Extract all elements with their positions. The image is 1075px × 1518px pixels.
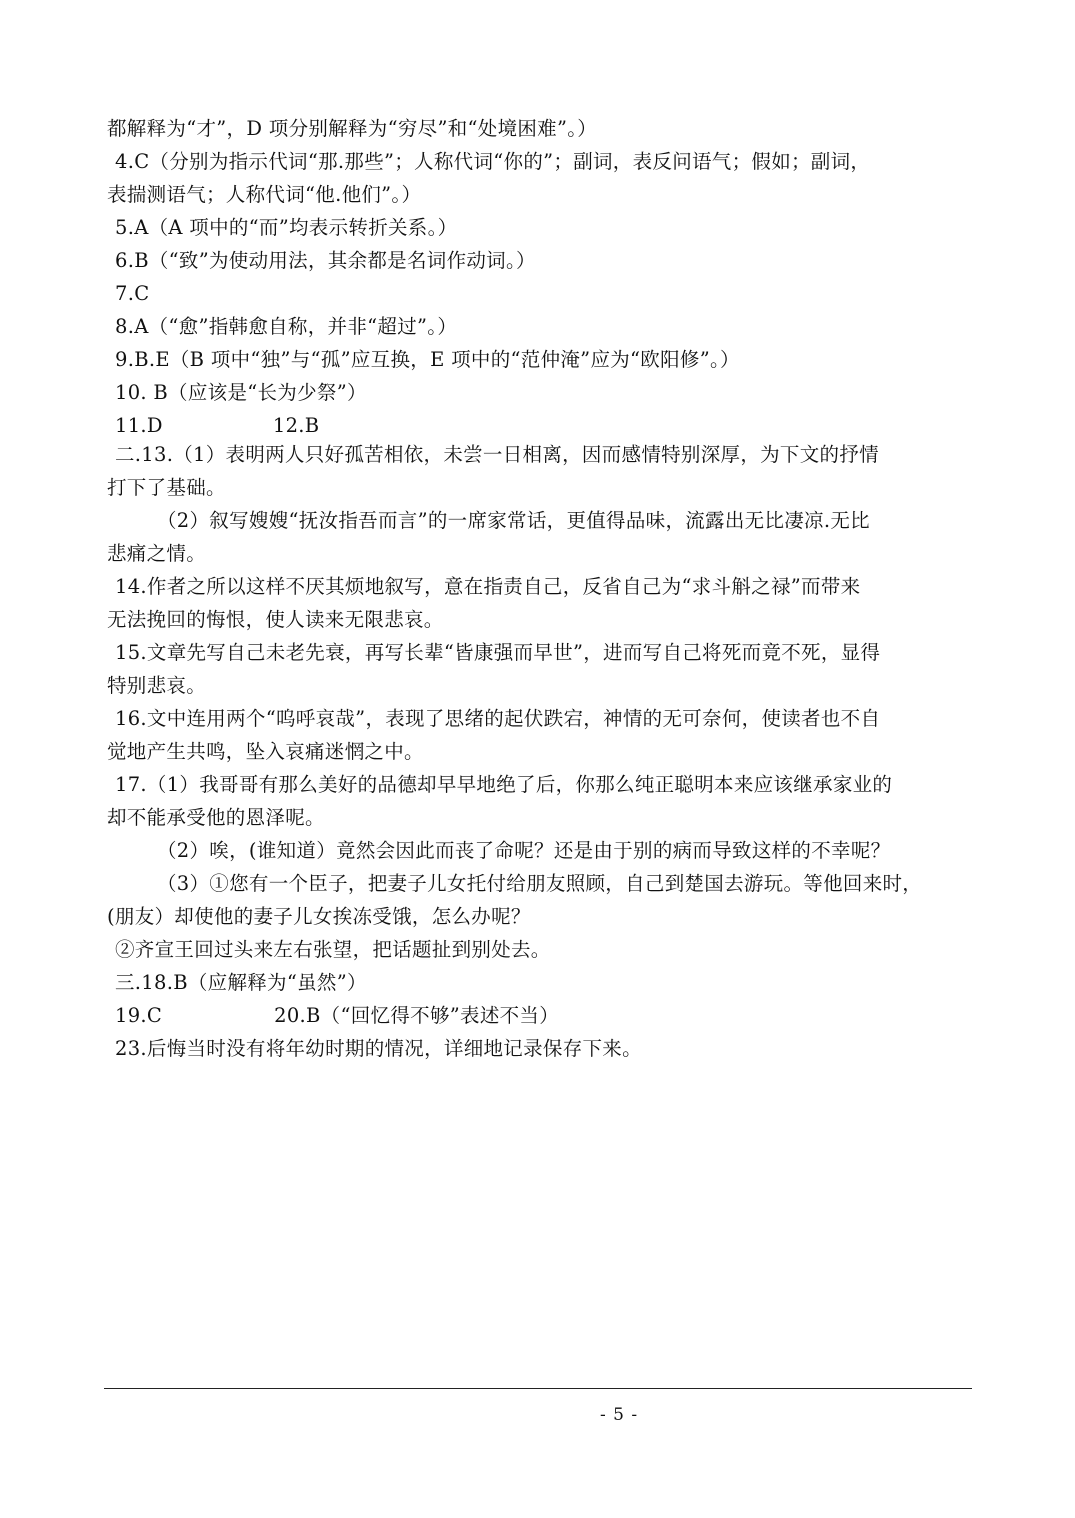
answer-12: 12.B bbox=[272, 414, 320, 437]
answer-17-3: （3）①您有一个臣子，把妻子儿女托付给朋友照顾，自己到楚国去游玩。等他回来时， bbox=[157, 872, 923, 895]
text-line: 特别悲哀。 bbox=[107, 674, 207, 697]
text-line: 却不能承受他的恩泽呢。 bbox=[107, 806, 325, 829]
answer-9: 9.B.E（B 项中“独”与“孤”应互换，E 项中的“范仲淹”应为“欧阳修”。） bbox=[115, 348, 740, 371]
text-line: 表揣测语气；人称代词“他.他们”。） bbox=[107, 183, 422, 206]
text-line: 打下了基础。 bbox=[107, 476, 226, 499]
answer-23: 23.后悔当时没有将年幼时期的情况，详细地记录保存下来。 bbox=[115, 1037, 642, 1060]
answer-13-2: （2）叙写嫂嫂“抚汝指吾而言”的一席家常话，更值得品味，流露出无比凄凉.无比 bbox=[157, 509, 870, 532]
footer-divider bbox=[104, 1388, 972, 1389]
answer-18: 三.18.B（应解释为“虽然”） bbox=[115, 971, 367, 994]
text-line: 觉地产生共鸣，坠入哀痛迷惘之中。 bbox=[107, 740, 424, 763]
text-line: ②齐宣王回过头来左右张望，把话题扯到别处去。 bbox=[115, 938, 551, 961]
answer-15: 15.文章先写自己未老先衰，再写长辈“皆康强而早世”，进而写自己将死而竟不死，显得 bbox=[115, 641, 881, 664]
text-line: 都解释为“才”，D 项分别解释为“穷尽”和“处境困难”。） bbox=[107, 117, 598, 140]
answer-17-1: 17.（1）我哥哥有那么美好的品德却早早地绝了后，你那么纯正聪明本来应该继承家业的 bbox=[115, 773, 893, 796]
answer-4: 4.C（分别为指示代词“那.那些”；人称代词“你的”；副词，表反问语气；假如；副词， bbox=[115, 150, 871, 173]
page-number: - 5 - bbox=[600, 1405, 639, 1425]
answer-8: 8.A（“愈”指韩愈自称，并非“超过”。） bbox=[115, 315, 458, 338]
text-line: 悲痛之情。 bbox=[107, 542, 207, 565]
answer-10: 10. B（应该是“长为少祭”） bbox=[115, 381, 367, 404]
answer-14: 14.作者之所以这样不厌其烦地叙写，意在指责自己，反省自己为“求斗斛之禄”而带来 bbox=[115, 575, 861, 598]
answer-19: 19.C bbox=[115, 1004, 163, 1027]
answer-11: 11.D bbox=[115, 414, 163, 437]
answer-17-2: （2）唉，(谁知道）竟然会因此而丧了命呢？还是由于别的病而导致这样的不幸呢？ bbox=[157, 839, 891, 862]
text-line: 无法挽回的悔恨，使人读来无限悲哀。 bbox=[107, 608, 444, 631]
answer-19-20 bbox=[115, 999, 985, 1032]
answer-5: 5.A（A 项中的“而”均表示转折关系。） bbox=[115, 216, 458, 239]
answer-6: 6.B（“致”为使动用法，其余都是名词作动词。） bbox=[115, 249, 536, 272]
text-line: (朋友）却使他的妻子儿女挨冻受饿，怎么办呢？ bbox=[107, 905, 531, 928]
answer-13-1: 二.13.（1）表明两人只好孤苦相依，未尝一日相离，因而感情特别深厚，为下文的抒情 bbox=[115, 443, 879, 466]
answer-20: 20.B（“回忆得不够”表述不当） bbox=[274, 1004, 560, 1027]
answer-16: 16.文中连用两个“呜呼哀哉”，表现了思绪的起伏跌宕，神情的无可奈何，使读者也不自 bbox=[115, 707, 881, 730]
answer-7: 7.C bbox=[115, 282, 150, 305]
